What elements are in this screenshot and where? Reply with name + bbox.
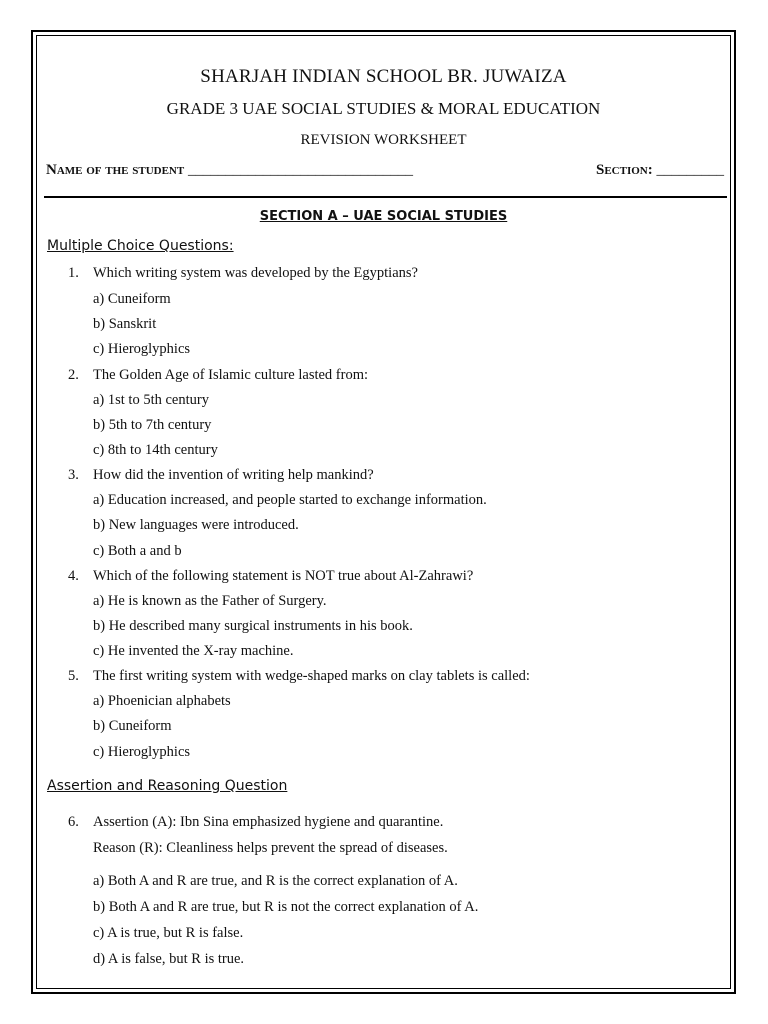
school-name: SHARJAH INDIAN SCHOOL BR. JUWAIZA	[200, 66, 567, 87]
assertion-reasoning-heading: Assertion and Reasoning Question	[47, 778, 288, 794]
answer-option: b) Both A and R are true, but R is not the correct explanation of A.	[93, 899, 479, 915]
answer-option: a) 1st to 5th century	[93, 392, 209, 408]
answer-option: b) 5th to 7th century	[93, 417, 212, 433]
answer-option: b) He described many surgical instruments in his book.	[93, 618, 413, 634]
answer-option: c) 8th to 14th century	[93, 442, 218, 458]
section-a-title	[36, 209, 731, 224]
question-text: The first writing system with wedge-shaped marks on clay tablets is called:	[93, 668, 530, 684]
question-number: 3.	[68, 467, 79, 483]
question-number: 1.	[68, 265, 79, 281]
student-name-row	[46, 162, 413, 179]
mcq-heading: Multiple Choice Questions:	[47, 238, 234, 254]
answer-option: a) Both A and R are true, and R is the correct explanation of A.	[93, 873, 458, 889]
question-number: 4.	[68, 568, 79, 584]
question-number: 5.	[68, 668, 79, 684]
question-text: How did the invention of writing help mankind?	[93, 467, 374, 483]
answer-option: c) A is true, but R is false.	[93, 925, 244, 941]
worksheet-title: REVISION WORKSHEET	[300, 132, 467, 148]
answer-option: a) Phoenician alphabets	[93, 693, 231, 709]
reason-text: Reason (R): Cleanliness helps prevent the spread of diseases.	[93, 840, 448, 856]
grade-title: GRADE 3 UAE SOCIAL STUDIES & MORAL EDUCATION	[166, 99, 601, 118]
answer-option: d) A is false, but R is true.	[93, 951, 245, 967]
section-blank: _________	[656, 162, 724, 178]
student-name-blank: ______________________________	[187, 162, 413, 178]
assertion-text: Assertion (A): Ibn Sina emphasized hygiene and quarantine.	[93, 814, 444, 830]
question-text: Which writing system was developed by the Egyptians?	[93, 265, 418, 281]
answer-option: b) Sanskrit	[93, 316, 157, 332]
answer-option: b) Cuneiform	[93, 718, 172, 734]
section-row	[596, 162, 724, 179]
answer-option: c) Hieroglyphics	[93, 744, 191, 760]
question-text: Which of the following statement is NOT true about Al-Zahrawi?	[93, 568, 474, 584]
student-name-label: Name of the student	[46, 162, 185, 178]
question-number: 6.	[68, 814, 79, 830]
section-a-title-text: SECTION A – UAE SOCIAL STUDIES	[259, 209, 508, 224]
answer-option: c) Both a and b	[93, 543, 182, 559]
answer-option: a) Education increased, and people started to exchange information.	[93, 492, 487, 508]
section-label: Section:	[596, 162, 653, 178]
question-number: 2.	[68, 367, 79, 383]
answer-option: a) Cuneiform	[93, 291, 171, 307]
question-text: The Golden Age of Islamic culture lasted from:	[93, 367, 369, 383]
answer-option: c) Hieroglyphics	[93, 341, 191, 357]
header-divider	[44, 196, 727, 198]
answer-option: c) He invented the X-ray machine.	[93, 643, 294, 659]
answer-option: b) New languages were introduced.	[93, 517, 299, 533]
answer-option: a) He is known as the Father of Surgery.	[93, 593, 327, 609]
